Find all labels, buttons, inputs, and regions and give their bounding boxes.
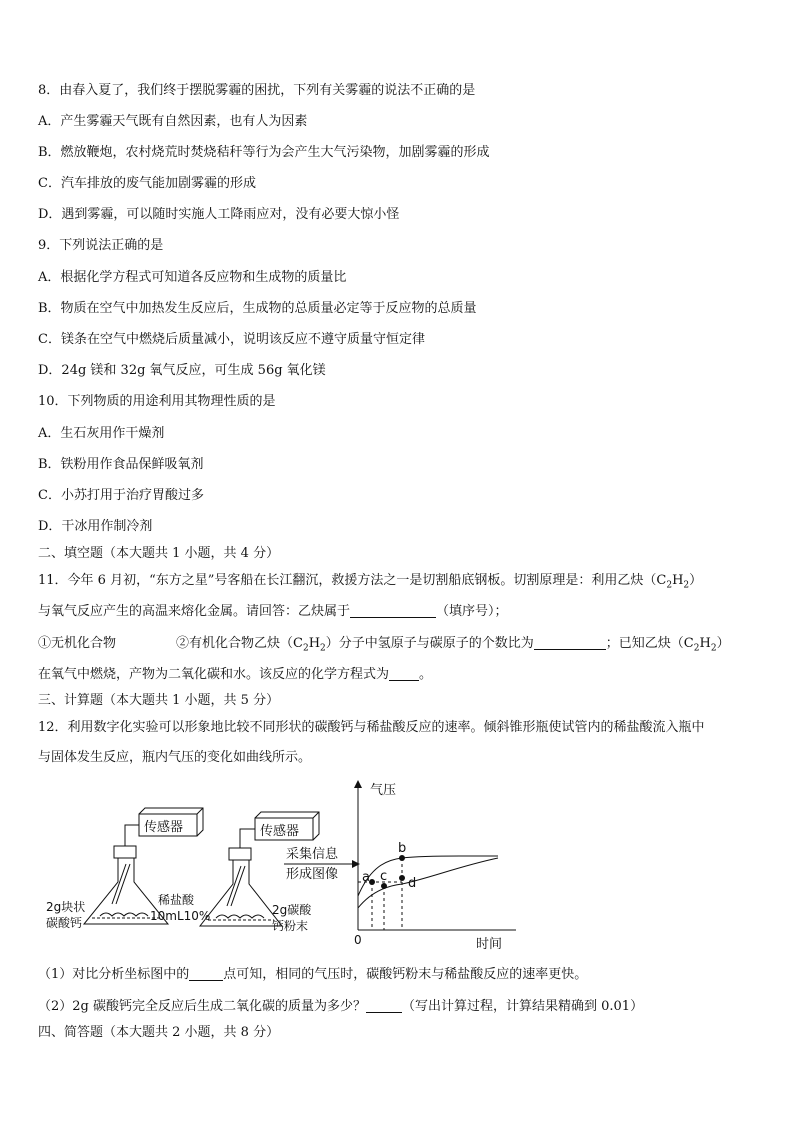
q12-sub2 (38, 998, 643, 1016)
q9-option-b: B．物质在空气中加热发生反应后，生成物的总质量必定等于反应物的总质量 (38, 301, 477, 316)
q11-text: ①无机化合物 (38, 636, 117, 651)
answer-blank[interactable] (389, 666, 419, 681)
point-a-label: a (362, 870, 370, 885)
q8-option-b: B．燃放鞭炮，农村烧荒时焚烧秸秆等行为会产生大气污染物，加剧雾霾的形成 (38, 145, 490, 160)
q12-sub1 (38, 966, 587, 984)
acid-label-2: 10mL10% (150, 909, 211, 923)
q11-line-1: 11．今年 6 月初，“东方之星”号客船在长江翻沉，救援方法之一是切割船底钢板。切割原理是：利用乙炔$(C_2H_2)$ (38, 573, 703, 591)
q12-line-2: 与固体发生反应，瓶内气压的变化如曲线所示。 (38, 750, 312, 765)
section-heading-short-answer: 四、简答题（本大题共 2 小题，共 8 分） (38, 1025, 280, 1040)
answer-blank[interactable] (350, 603, 436, 618)
q11-text: 在氧气中燃烧，产物为二氧化碳和水。该反应的化学方程式为 (38, 667, 390, 682)
q12-line-1: 12．利用数字化实验可以形象地比较不同形状的碳酸钙与稀盐酸反应的速率。倾斜锥形瓶使试管内的稀盐酸流入瓶中 (38, 720, 705, 735)
q10-stem: 10．下列物质的用途利用其物理性质的是 (38, 394, 276, 409)
flask2-label-1: 2g碳酸 (272, 903, 312, 917)
q11-text: ）分子中氢原子与碳原子的个数比为 (325, 636, 534, 651)
q11-line-4 (38, 666, 432, 684)
q12-text: （2）2g 碳酸钙完全反应后生成二氧化碳的质量为多少？ (38, 999, 366, 1014)
q11-text: 。 (419, 667, 433, 682)
experiment-figure (40, 778, 520, 958)
q8-option-c: C．汽车排放的废气能加剧雾霾的形成 (38, 176, 256, 191)
answer-blank[interactable] (189, 966, 223, 981)
q12-text: （1）对比分析坐标图中的 (38, 967, 190, 982)
sensor-label-1: 传感器 (144, 820, 184, 835)
point-d-label: d (408, 876, 417, 891)
sensor-cable-2 (240, 829, 255, 848)
q10-option-a: A．生石灰用作干燥剂 (38, 426, 165, 441)
q12-text: 点可知，相同的气压时，碳酸钙粉末与稀盐酸反应的速率更快。 (223, 967, 588, 982)
collect-arrowhead (352, 860, 360, 868)
y-axis-label: 气压 (370, 783, 397, 798)
flask1-label-1: 2g块状 (46, 900, 86, 914)
collect-label-2: 形成图像 (286, 867, 339, 882)
flask1-label-2: 碳酸钙 (46, 916, 83, 930)
acid-label-1: 稀盐酸 (158, 893, 195, 907)
point-b-label: b (398, 841, 407, 856)
collect-label-1: 采集信息 (286, 847, 339, 862)
q11-text: ②有机化合物乙炔（C (176, 636, 303, 651)
q10-option-d: D．干冰用作制冷剂 (38, 519, 153, 534)
q8-stem: 8．由春入夏了，我们终于摆脱雾霾的困扰，下列有关雾霾的说法不正确的是 (38, 83, 476, 98)
section-heading-calculation: 三、计算题（本大题共 1 小题，共 5 分） (38, 693, 280, 708)
q12-text: （写出计算过程，计算结果精确到 0.01） (402, 999, 644, 1014)
q10-option-c: C．小苏打用于治疗胃酸过多 (38, 488, 204, 503)
q11-text: （填序号）； (436, 604, 508, 619)
point-c-label: c (380, 869, 388, 884)
answer-blank[interactable] (534, 635, 606, 650)
y-axis-arrowhead (354, 780, 362, 788)
section-heading-fill-in: 二、填空题（本大题共 1 小题，共 4 分） (38, 546, 280, 561)
curve-powder (358, 856, 498, 896)
q9-stem: 9．下列说法正确的是 (38, 238, 164, 253)
q11-text: 与氧气反应产生的高温来熔化金属。请回答：乙炔属于 (38, 604, 351, 619)
curve-block (358, 858, 498, 908)
x-axis-label: 时间 (476, 937, 503, 952)
answer-blank[interactable] (366, 998, 402, 1013)
q11-text: 11．今年 6 月初，“东方之星”号客船在长江翻沉，救援方法之一是切割船底钢板。切割原理是：利用乙炔（C (38, 573, 667, 588)
q9-option-d: D．24g 镁和 32g 氧气反应，可生成 56g 氧化镁 (38, 363, 326, 378)
q11-line-2 (38, 603, 508, 621)
q8-option-d: D．遇到雾霾，可以随时实施人工降雨应对，没有必要大惊小怪 (38, 207, 400, 222)
q8-option-a: A．产生雾霾天气既有自然因素，也有人为因素 (38, 114, 308, 129)
flask-2 (200, 848, 282, 926)
q9-option-c: C．镁条在空气中燃烧后质量减小，说明该反应不遵守质量守恒定律 (38, 332, 425, 347)
origin-label: 0 (354, 933, 362, 947)
point-d (399, 875, 405, 881)
flask2-label-2: 钙粉末 (272, 919, 309, 933)
q11-text: ；已知乙炔（C (605, 636, 694, 651)
q9-option-a: A．根据化学方程式可知道各反应物和生成物的质量比 (38, 270, 347, 285)
q10-option-b: B．铁粉用作食品保鲜吸氧剂 (38, 457, 204, 472)
sensor-cable-1 (125, 825, 139, 846)
sensor-label-2: 传感器 (260, 824, 300, 839)
q11-line-3: ①无机化合物 ②有机化合物乙炔$(C_2H_2)$分子中氢原子与碳原子的个数比为 ；已知乙炔$(C_2H_2)$ (38, 636, 730, 654)
